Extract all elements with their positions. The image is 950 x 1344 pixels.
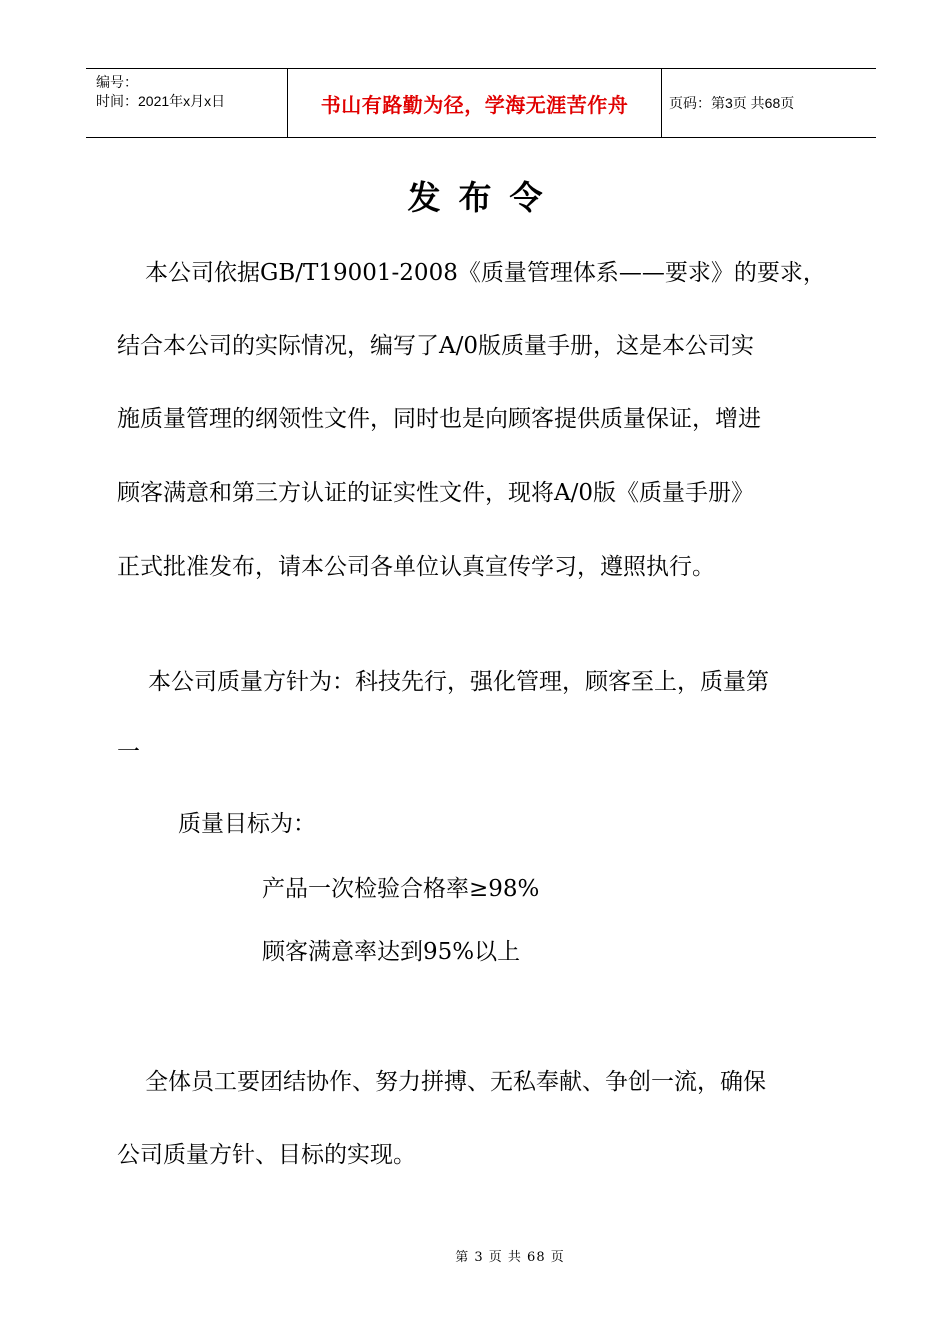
closing-line: 全体员工要团结协作、努力拼搏、无私奉献、争创一流，确保 <box>145 1069 766 1095</box>
header-page-cell <box>661 69 876 137</box>
header-page-info: 页码：第3页 共68页 <box>669 95 795 111</box>
objective-item: 产品一次检验合格率≥98% <box>262 876 540 902</box>
paragraph-line: 施质量管理的纲领性文件，同时也是向顾客提供质量保证，增进 <box>117 406 761 432</box>
header-table <box>86 68 876 138</box>
paragraph-line: 顾客满意和第三方认证的证实性文件，现将A/0版《质量手册》 <box>117 480 754 506</box>
objective-item: 顾客满意率达到95%以上 <box>262 939 521 965</box>
policy-line: 本公司质量方针为：科技先行，强化管理，顾客至上，质量第 <box>148 669 769 695</box>
page-title: 发布令 <box>407 178 561 217</box>
page-footer: 第 3 页 共 68 页 <box>455 1250 565 1265</box>
objectives-heading: 质量目标为： <box>178 811 316 837</box>
header-number-label: 编号： <box>96 74 138 90</box>
paragraph-line: 本公司依据GB/T19001-2008《质量管理体系——要求》的要求， <box>145 260 826 286</box>
header-motto-cell <box>287 69 662 137</box>
paragraph-line: 正式批准发布，请本公司各单位认真宣传学习，遵照执行。 <box>117 554 715 580</box>
header-time-label: 时间：2021年x月x日 <box>96 93 226 109</box>
header-left-cell <box>86 69 286 137</box>
closing-line: 公司质量方针、目标的实现。 <box>117 1142 416 1168</box>
paragraph-line: 结合本公司的实际情况，编写了A/0版质量手册，这是本公司实 <box>117 333 754 359</box>
policy-line: 一 <box>117 739 140 765</box>
header-motto: 书山有路勤为径，学海无涯苦作舟 <box>320 92 629 117</box>
